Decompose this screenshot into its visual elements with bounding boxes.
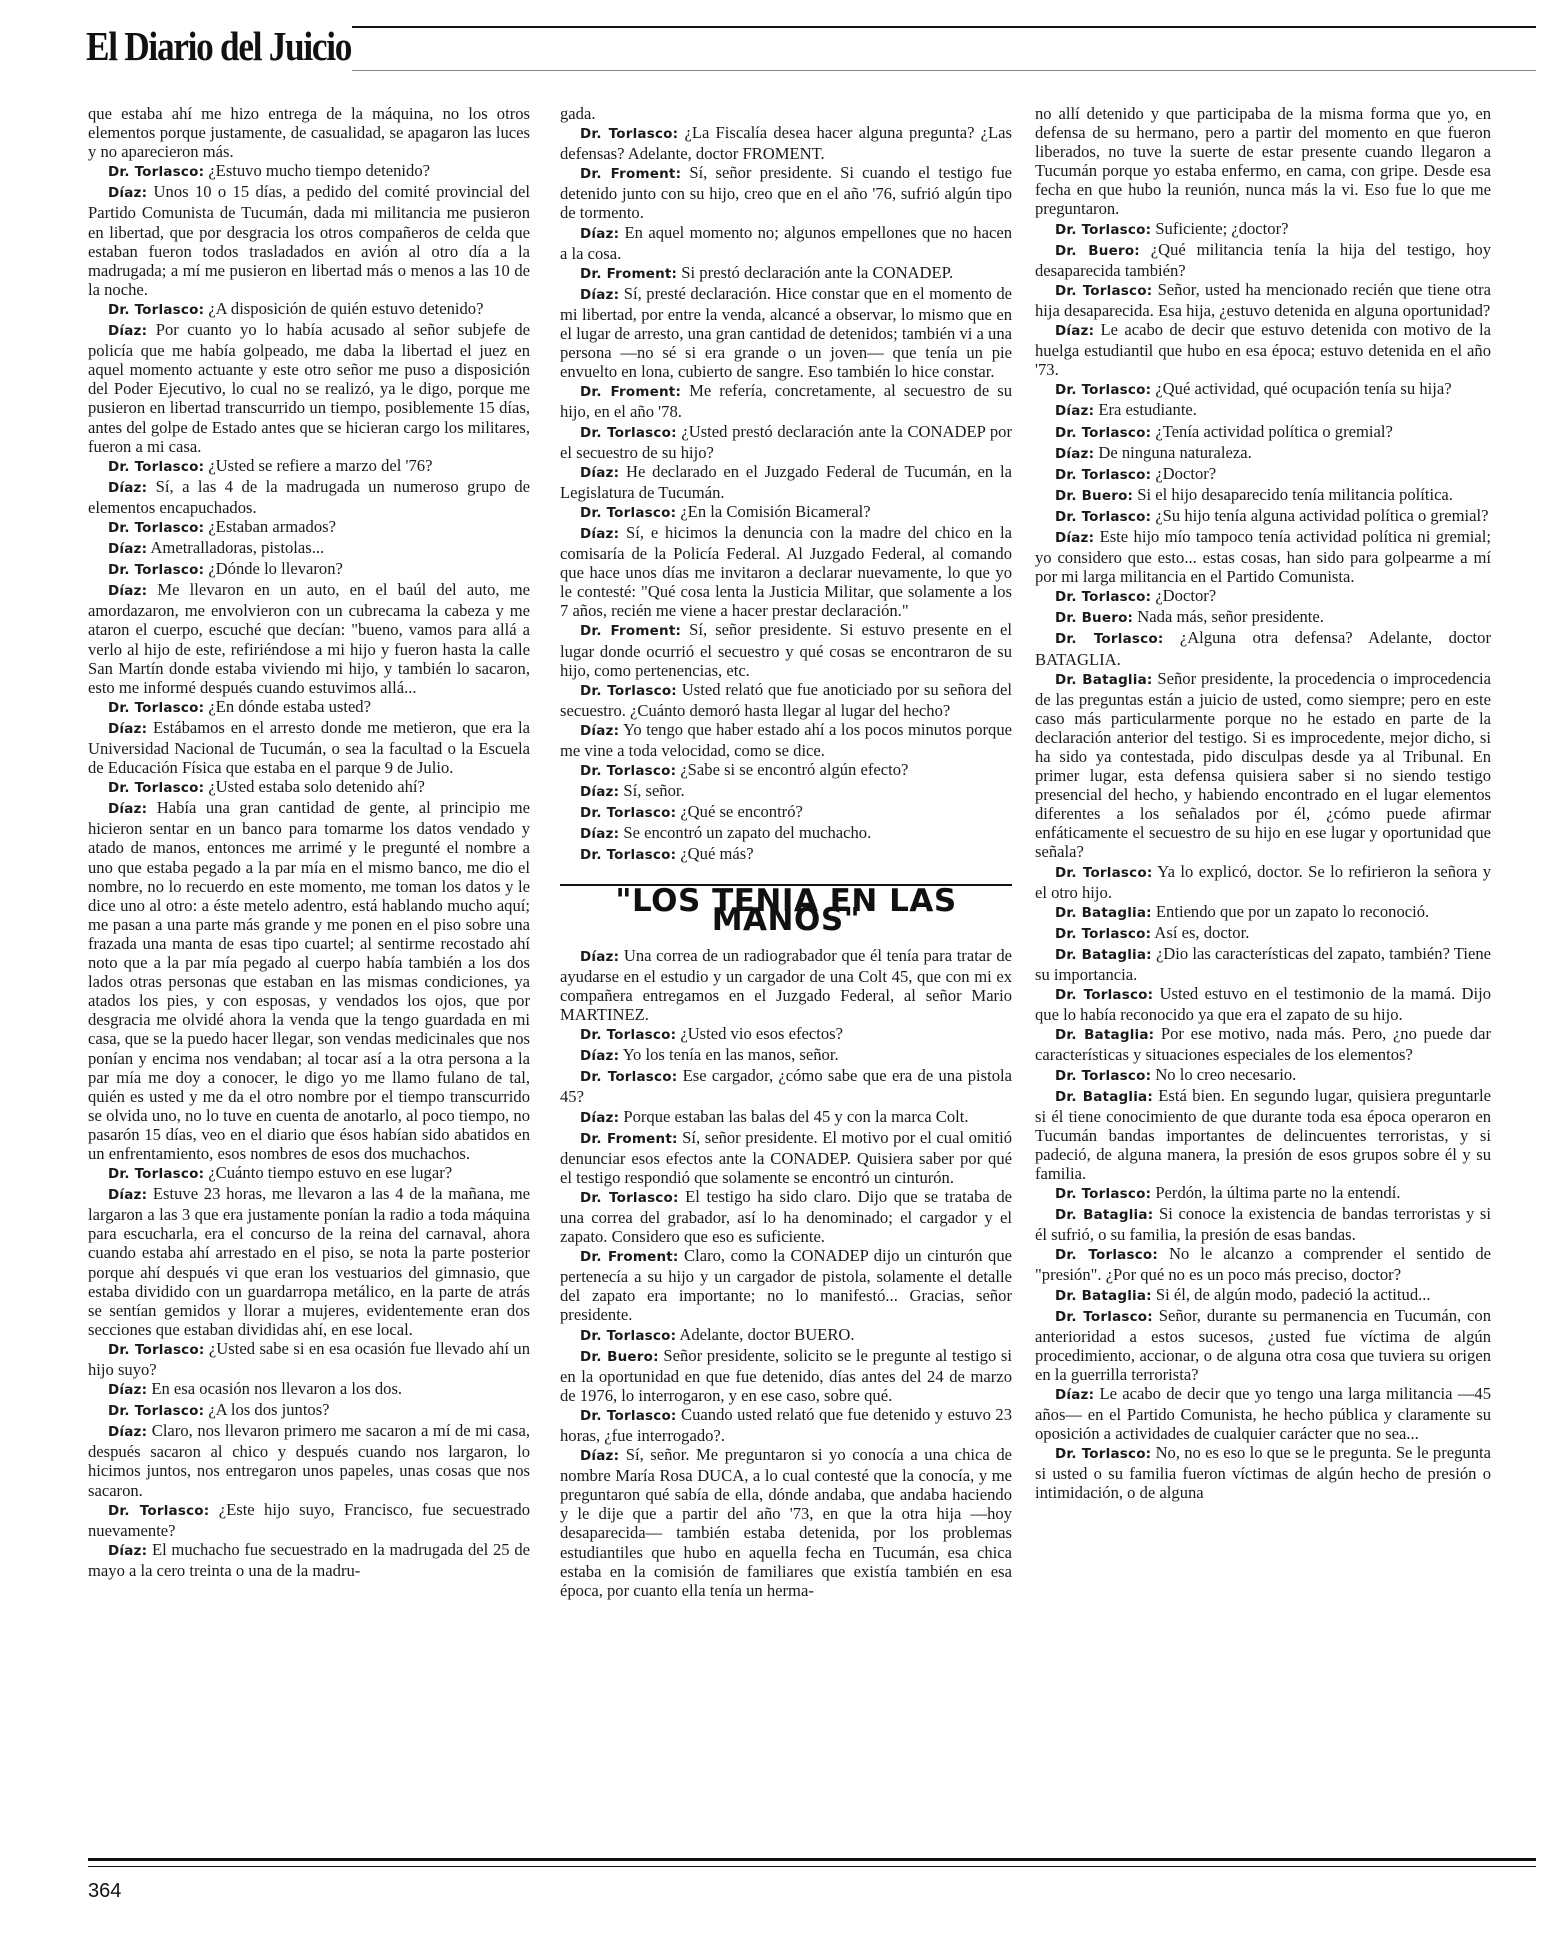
paragraph (1035, 464, 1491, 485)
speaker-label: Díaz: (108, 479, 148, 496)
speaker-label: Díaz: (580, 784, 620, 801)
speaker-label: Dr. Buero: (1055, 610, 1134, 627)
paragraph (1035, 628, 1491, 668)
speaker-label: Dr. Torlasco: (1055, 589, 1152, 606)
paragraph-text: Sí, presté declaración. Hice constar que en el momento de mi libertad, por entre la venda, alcancé a observar, lo mismo que en el lugar de arresto, una gran cantidad de detenidos; también vi a una persona —no sé si era grande o un joven— que tenía un pie envuelto en lona, cubierto de sangre. Eso también lo hice constar. (560, 283, 1013, 382)
paragraph-text: ¿Tenía actividad política o gremial? (1151, 421, 1393, 441)
paragraph-text: Sí, señor. Me preguntaron si yo conocía a una chica de nombre María Rosa DUCA, a lo cual contesté que la conocía, y me preguntaron qué sabía de ella, dónde andaba, que andaba haciendo y le dije que a partir del año '73, en que la otra hija —hoy desaparecida— también estaba detenida, por los problemas estudiantiles que hubo en aquella fecha en Tucumán, esa chica estaba en la comisión de familiares que existía también en esa época, por cuanto ella tenía un herma- (560, 1445, 1012, 1600)
speaker-label: Dr. Froment: (580, 623, 682, 640)
speaker-label: Dr. Froment: (580, 1249, 679, 1266)
paragraph-text: Una correa de un radiograbador que él tenía para tratar de ayudarse en el estudio y un cargador de una Colt 45, que con mi ex compañera entregamos en el Juzgado Federal, al señor Mario MARTINEZ. (560, 945, 1012, 1025)
paragraph-text: ¿Usted se refiere a marzo del '76? (204, 455, 433, 475)
text-column-3 (1035, 104, 1491, 1503)
paragraph-text: Si el hijo desaparecido tenía militancia política. (1133, 484, 1453, 504)
speaker-label: Dr. Torlasco: (108, 1341, 205, 1358)
speaker-label: Dr. Torlasco: (1055, 221, 1152, 238)
paragraph (88, 1421, 530, 1499)
paragraph (88, 777, 530, 798)
paragraph (1035, 219, 1491, 240)
paragraph-text: Por cuanto yo lo había acusado al señor subjefe de policía que me había golpeado, me daba la libertad el juez en aquel momento actuante y este otro señor me puso a disposición del Poder Ejecutivo, lo cual no se realizó, ya le digo, porque me pusieron en libertad transcurrido un tiempo, posiblemente 15 días, antes del golpe de Estado antes que se hicieran cargo los militares, fueron a mi casa. (88, 320, 530, 456)
paragraph-text: Ametralladoras, pistolas... (147, 538, 325, 558)
paragraph-text: ¿Estuvo mucho tiempo detenido? (204, 161, 430, 181)
speaker-label: Díaz: (108, 1187, 148, 1204)
paragraph-text: ¿Qué actividad, qué ocupación tenía su hija? (1151, 379, 1452, 399)
speaker-label: Dr. Bataglia: (1055, 946, 1152, 963)
text-column-1 (88, 104, 530, 1580)
speaker-label: Dr. Bataglia: (1055, 671, 1153, 688)
footer-rule (88, 1858, 1536, 1861)
paragraph-text: Sí, señor presidente. Si cuando el testigo fue detenido junto con su hijo, creo que en el año '76, sufrió algún tipo de tormento. (560, 163, 1012, 223)
paragraph-text: Si prestó declaración ante la CONADEP. (677, 262, 954, 282)
paragraph-text: ¿Qué más? (676, 844, 754, 864)
paragraph (88, 1400, 530, 1421)
speaker-label: Díaz: (1055, 1387, 1095, 1403)
paragraph-text: Se encontró un zapato del muchacho. (619, 823, 872, 843)
speaker-label: Dr. Torlasco: (108, 699, 205, 716)
speaker-label: Díaz: (1055, 403, 1095, 420)
paragraph (560, 381, 1012, 421)
paragraph-text: Ese cargador, ¿cómo sabe que era de una pistola 45? (560, 1066, 1012, 1107)
speaker-label: Díaz: (580, 948, 620, 965)
paragraph-text: Sí, e hicimos la denuncia con la madre del chico en la comisaría de la Policía Federal. Al Juzgado Federal, al comando que hace unos días me invitaron a declarar nuevamente, lo que yo le contesté: "Qué cosa lenta la Justicia Militar, que solamente a los 7 años, recién me viene a hacer prestar declaración." (560, 522, 1012, 621)
paragraph-text: Si él, de algún modo, padeció la actitud... (1151, 1284, 1431, 1304)
paragraph (88, 1184, 530, 1339)
speaker-label: Dr. Bataglia: (1055, 1207, 1154, 1224)
paragraph (88, 320, 530, 456)
paragraph-text: Claro, nos llevaron primero me sacaron a mí de mi casa, después sacaron al chico y después cuando nos largaron, lo hicimos juntos, nos entregaron unos papeles, unas cosas que nos sacaron. (88, 1421, 530, 1500)
paragraph-text: Este hijo mío tampoco tenía actividad política ni gremial; yo considero que esto... estas cosas, han sido para golpearme a mí por mi larga militancia en el Partido Comunista. (1035, 526, 1491, 587)
paragraph-text: En esa ocasión nos llevaron a los dos. (147, 1379, 403, 1399)
paragraph-text: ¿En la Comisión Bicameral? (676, 501, 871, 521)
speaker-label: Dr. Torlasco: (1055, 466, 1152, 483)
speaker-label: Dr. Torlasco: (580, 1407, 677, 1424)
paragraph-text: Le acabo de decir que estuvo detenida con motivo de la huelga estudiantil que hubo en esa época; estuvo detenida en el año '73. (1035, 320, 1491, 380)
paragraph (560, 1107, 1012, 1128)
paragraph (1035, 1443, 1491, 1502)
speaker-label: Dr. Buero: (1055, 487, 1134, 504)
paragraph (1035, 902, 1491, 923)
speaker-label: Dr. Torlasco: (580, 1189, 679, 1206)
paragraph-text: Suficiente; ¿doctor? (1151, 218, 1289, 238)
speaker-label: Dr. Bataglia: (1055, 904, 1152, 921)
paragraph (560, 844, 1012, 865)
paragraph (560, 946, 1012, 1024)
paragraph (560, 781, 1012, 802)
paragraph-text: Usted relató que fue anoticiado por su señora del secuestro. ¿Cuánto demoró hasta llegar al lugar del hecho? (560, 679, 1012, 720)
speaker-label: Dr. Torlasco: (580, 424, 677, 441)
paragraph (560, 1325, 1012, 1346)
paragraph-text: ¿Doctor? (1151, 463, 1217, 483)
paragraph-text: ¿Usted vio esos efectos? (676, 1024, 843, 1044)
paragraph-text: ¿Usted prestó declaración ante la CONADEP por el secuestro de su hijo? (560, 421, 1012, 462)
paragraph-text: Sí, a las 4 de la madrugada un numeroso grupo de elementos encapuchados. (88, 476, 530, 517)
paragraph (560, 823, 1012, 844)
paragraph (88, 798, 530, 1163)
paragraph-text: gada. (560, 104, 596, 123)
speaker-label: Dr. Torlasco: (580, 805, 677, 822)
speaker-label: Díaz: (580, 286, 620, 303)
paragraph (560, 1346, 1012, 1405)
paragraph-text: Me refería, concretamente, al secuestro de su hijo, en el año '78. (560, 381, 1012, 422)
paragraph-text: Sí, señor presidente. El motivo por el cual omitió denunciar esos efectos ante la CONADEP. Quisiera saber por qué el testigo respondió que solamente se encontró un cinturón. (560, 1127, 1012, 1187)
speaker-label: Dr. Froment: (580, 1130, 678, 1147)
paragraph-text: Le acabo de decir que yo tengo una larga militancia —45 años— en el Partido Comunista, he hecho pública y claramente su oposición a actividades de cualquier carácter que no sea... (1035, 1384, 1491, 1444)
paragraph-text: No le alcanzo a comprender el sentido de "presión". ¿Por qué no es un poco más preciso, doctor? (1035, 1244, 1491, 1285)
paragraph-text: Perdón, la última parte no la entendí. (1151, 1183, 1401, 1203)
paragraph-text: No, no es eso lo que se le pregunta. Se le pregunta si usted o su familia fueron víctimas de algún hecho de presión o intimidación, o de alguna (1035, 1443, 1491, 1503)
speaker-label: Dr. Torlasco: (580, 1069, 678, 1086)
paragraph (88, 104, 530, 161)
paragraph (1035, 1183, 1491, 1204)
paragraph (1035, 1384, 1491, 1443)
paragraph (560, 620, 1012, 679)
paragraph (88, 1500, 530, 1540)
speaker-label: Díaz: (580, 1109, 620, 1126)
paragraph (1035, 923, 1491, 944)
speaker-label: Díaz: (1055, 445, 1095, 462)
speaker-label: Dr. Bataglia: (1055, 1287, 1152, 1304)
paragraph-text: En aquel momento no; algunos empellones que no hacen a la cosa. (560, 222, 1012, 263)
paragraph (560, 1405, 1012, 1445)
paragraph (560, 680, 1012, 720)
speaker-label: Dr. Torlasco: (108, 301, 205, 318)
paragraph (560, 422, 1012, 462)
header-rule-thin (352, 70, 1536, 71)
paragraph (88, 580, 530, 697)
paragraph (1035, 422, 1491, 443)
paragraph-text: Yo tengo que haber estado ahí a los pocos minutos porque me vine a toda velocidad, como se dice. (560, 719, 1012, 760)
column-2-top (560, 104, 1012, 866)
paragraph-text: Nada más, señor presidente. (1133, 607, 1324, 627)
speaker-label: Díaz: (108, 720, 148, 737)
speaker-label: Dr. Torlasco: (1055, 1247, 1159, 1264)
paragraph (560, 284, 1012, 381)
speaker-label: Díaz: (108, 185, 148, 202)
speaker-label: Díaz: (580, 722, 620, 739)
section-heading: "LOS TENIA EN LAS MANOS" (560, 884, 1012, 934)
speaker-label: Dr. Torlasco: (1055, 864, 1153, 881)
paragraph (1035, 400, 1491, 421)
paragraph (560, 1187, 1012, 1246)
paragraph (88, 1540, 530, 1580)
speaker-label: Dr. Bataglia: (1055, 1027, 1155, 1044)
paragraph (1035, 984, 1491, 1024)
speaker-label: Dr. Torlasco: (1055, 508, 1152, 525)
paragraph-text: ¿A disposición de quién estuvo detenido? (204, 298, 484, 318)
speaker-label: Dr. Torlasco: (580, 1027, 677, 1044)
paragraph-text: El muchacho fue secuestrado en la madrugada del 25 de mayo a la cero treinta o una de la madru- (88, 1539, 530, 1580)
speaker-label: Dr. Torlasco: (1055, 282, 1153, 299)
paragraph-text: ¿Alguna otra defensa? Adelante, doctor BATAGLIA. (1035, 628, 1491, 669)
paragraph-text: que estaba ahí me hizo entrega de la máquina, no los otros elementos porque justamente, de casualidad, se apagaron las luces y no aparecieron más. (88, 104, 530, 162)
paragraph (1035, 443, 1491, 464)
paragraph (1035, 506, 1491, 527)
column-2-bottom (560, 946, 1012, 1600)
paragraph-text: Estuve 23 horas, me llevaron a las 4 de la mañana, me largaron a las 3 que era justamente ponían la radio a toda máquina para escucharla, era el concurso de la reina del carnaval, ahora cuando estaba ahí arrestado en el piso, se nota la parte posterior porque ahí después vi que eran los vestuarios del gimnasio, que estaba dividido con un guardarropa metálico, en la parte de atrás se sentían gemidos y llorar a mujeres, evidentemente eran dos secciones que estaban divididas ahí, en ese local. (88, 1184, 530, 1339)
paragraph-text: Sí, señor. (619, 781, 685, 801)
paragraph-text: ¿Qué se encontró? (676, 802, 803, 822)
paragraph (88, 299, 530, 320)
paragraph-text: Señor presidente, la procedencia o improcedencia de las preguntas están a juicio de usted, como siempre; pero en este caso más particularmente porque no he estado en parte de la declaración anterior del testigo. Si es improcedente, mejor dicho, si ha sido ya contestada, pido disculpas desde ya al Tribunal. En primer lugar, esta defensa quisiera saber si no siendo testigo presencial del hecho, y habiendo encontrado en el lugar elementos diferentes a los señalados por él, ¿cómo puede afirmar enfáticamente el secuestro de su hijo en ese lugar y oportunidad que señala? (1035, 668, 1492, 862)
speaker-label: Dr. Froment: (580, 166, 682, 183)
speaker-label: Díaz: (580, 1048, 620, 1065)
paragraph (560, 720, 1012, 760)
paragraph (560, 1246, 1012, 1324)
paragraph (88, 456, 530, 477)
speaker-label: Dr. Torlasco: (108, 164, 205, 181)
speaker-label: Dr. Torlasco: (1055, 1446, 1152, 1463)
footer-rule-thin (88, 1866, 1536, 1867)
paragraph (1035, 1086, 1491, 1183)
paragraph-text: ¿Dio las características del zapato, también? Tiene su importancia. (1035, 943, 1491, 985)
masthead-title: El Diario del Juicio (86, 23, 352, 69)
paragraph (88, 697, 530, 718)
paragraph-text: Señor, usted ha mencionado recién que tiene otra hija desaparecida. Esa hija, ¿estuvo detenida en alguna oportunidad? (1035, 279, 1491, 320)
speaker-label: Díaz: (108, 801, 148, 818)
speaker-label: Dr. Torlasco: (1055, 382, 1152, 399)
paragraph (1035, 1306, 1491, 1384)
speaker-label: Dr. Torlasco: (1055, 1186, 1152, 1203)
paragraph (1035, 527, 1491, 586)
paragraph (1035, 240, 1491, 280)
paragraph (560, 1128, 1012, 1187)
speaker-label: Dr. Torlasco: (1055, 1067, 1152, 1084)
paragraph (88, 182, 530, 299)
paragraph-text: Ya lo explicó, doctor. Se lo refirieron la señora y el otro hijo. (1035, 861, 1491, 902)
paragraph (1035, 320, 1491, 379)
paragraph-text: ¿Su hijo tenía alguna actividad política o gremial? (1151, 505, 1489, 525)
paragraph (1035, 1024, 1491, 1064)
paragraph (560, 523, 1012, 620)
paragraph (560, 1445, 1012, 1600)
speaker-label: Díaz: (108, 1382, 148, 1399)
speaker-label: Dr. Torlasco: (108, 458, 205, 475)
speaker-label: Dr. Torlasco: (1055, 424, 1152, 441)
paragraph-text: Claro, como la CONADEP dijo un cinturón que pertenecía a su hijo y un cargador de pistola, solamente el detalle del zapato era importante; no lo manifestó... Gracias, señor presidente. (560, 1246, 1012, 1325)
paragraph (560, 760, 1012, 781)
paragraph (88, 718, 530, 777)
speaker-label: Díaz: (108, 323, 148, 340)
speaker-label: Dr. Torlasco: (108, 1166, 205, 1183)
speaker-label: Díaz: (580, 464, 620, 481)
speaker-label: Díaz: (108, 1424, 148, 1441)
speaker-label: Díaz: (1055, 529, 1095, 546)
paragraph-text: ¿Estaban armados? (204, 516, 336, 536)
speaker-label: Díaz: (108, 1542, 148, 1559)
paragraph (88, 1339, 530, 1379)
paragraph-text: Había una gran cantidad de gente, al principio me hicieron sentar en un banco para tomarme los datos vendado y atado de manos, entonces me arrimé y le pregunté el nombre a uno que estaba pegado a la par mía en el mismo banco, me dio el nombre, no lo recuerdo en este momento, me toman los datos y le dice uno al otro: a éste metelo adentro, está hablando mucho aquí; me pasan a una parte más grande y me ponen en el piso sobre una frazada una manta de esas tipo cuartel; al sentirme recostado ahí noto que a la par mía pegado al cuerpo había también a los dos lados otras personas que estaban en las mismas condiciones, ya atados los pies, y con esposas, y vendados los ojos, que por desgracia me olvidé ahora la venda que la tengo guardada en mi casa, que se la puedo hacer llegar, son vendas medicinales que nos ponían y encima nos vendaban; al tocar así a la otra persona a la par mía me doy a conocer, le digo yo me llamo fulano de tal, quién es usted y me da el otro nombre por el tiempo transcurrido se olvida uno, no lo tuve en cuenta de anotarlo, al poco tiempo, no pasarón 15 días, veo en el diario que ésos habían sido abatidos en un enfrentamiento, esos nombres de esos dos muchachos. (88, 798, 530, 1163)
speaker-label: Díaz: (108, 541, 148, 558)
speaker-label: Dr. Torlasco: (108, 1403, 205, 1420)
speaker-label: Dr. Torlasco: (580, 847, 677, 864)
paragraph-text: ¿En dónde estaba usted? (204, 696, 371, 716)
speaker-label: Díaz: (580, 826, 620, 843)
paragraph-text: Porque estaban las balas del 45 y con la marca Colt. (619, 1106, 969, 1126)
paragraph (88, 517, 530, 538)
paragraph-text: He declarado en el Juzgado Federal de Tucumán, en la Legislatura de Tucumán. (560, 461, 1012, 502)
speaker-label: Dr. Buero: (1055, 242, 1140, 259)
speaker-label: Dr. Torlasco: (580, 126, 679, 143)
paragraph-text: Me llevaron en un auto, en el baúl del auto, me amordazaron, me envolvieron con un cubrecama la cabeza y me ataron el cuerpo, escuché que decían: "bueno, vamos para allá a verlo al hijo de este, refiriéndose a mi hijo y fueron hasta la calle San Martín donde estaba viviendo mi hijo, y también lo sacaron, esto me informé después cuando estuvimos allá... (88, 580, 530, 697)
speaker-label: Dr. Torlasco: (1055, 1308, 1153, 1325)
paragraph-text: no allí detenido y que participaba de la misma forma que yo, en defensa de su hermano, pero a partir del momento en que fueron liberados, no tuve la suerte de estar presente cuando llegaron a Tucumán porque yo estaba enfermo, en cama, con gripe. Desde esa fecha en que hubo la reunión, nunca más la vi. Eso fue lo que me preguntaron. (1035, 104, 1491, 219)
paragraph-text: ¿Sabe si se encontró algún efecto? (676, 760, 909, 780)
paragraph (1035, 280, 1491, 320)
paragraph (560, 802, 1012, 823)
speaker-label: Díaz: (1055, 323, 1095, 340)
paragraph (560, 104, 1012, 123)
paragraph (1035, 1244, 1491, 1284)
paragraph-text: Señor presidente, solicito se le pregunte al testigo si en la oportunidad en que fue detenido, días antes del 24 de marzo de 1976, lo interrogaron, y en ese caso, sobre qué. (560, 1345, 1012, 1405)
speaker-label: Dr. Torlasco: (108, 780, 205, 797)
paragraph-text: Cuando usted relató que fue detenido y estuvo 23 horas, ¿fue interrogado?. (560, 1404, 1012, 1445)
speaker-label: Dr. Torlasco: (108, 562, 205, 579)
paragraph-text: Por ese motivo, nada más. Pero, ¿no puede dar características y situaciones especiales de los elementos? (1035, 1024, 1491, 1065)
paragraph (1035, 669, 1491, 862)
paragraph-text: ¿Este hijo suyo, Francisco, fue secuestrado nuevamente? (88, 1499, 530, 1540)
paragraph (560, 163, 1012, 222)
paragraph-text: Sí, señor presidente. Si estuvo presente en el lugar donde ocurrió el secuestro y qué cosas se encontraron de su hijo, como pertenencias, etc. (560, 620, 1012, 680)
paragraph (1035, 607, 1491, 628)
speaker-label: Dr. Buero: (580, 1348, 659, 1365)
speaker-label: Dr. Torlasco: (580, 504, 677, 521)
paragraph (560, 462, 1012, 502)
speaker-label: Díaz: (108, 583, 148, 600)
speaker-label: Dr. Torlasco: (580, 763, 677, 780)
paragraph-text: El testigo ha sido claro. Dijo que se trataba de una correa del grabador, así lo ha denominado; el cargador y el zapato. Considero que eso es suficiente. (560, 1186, 1012, 1247)
paragraph (88, 538, 530, 559)
paragraph-text: Era estudiante. (1094, 400, 1197, 420)
paragraph (560, 502, 1012, 523)
paragraph (1035, 1065, 1491, 1086)
paragraph-text: Adelante, doctor BUERO. (676, 1324, 855, 1344)
paragraph (88, 161, 530, 182)
paragraph (560, 1045, 1012, 1066)
paragraph-text: Así es, doctor. (1151, 922, 1250, 942)
paragraph-text: Señor, durante su permanencia en Tucumán, con anterioridad a estos sucesos, ¿usted fue víctima de algún procedimiento, accionar, o de alguna otra cosa que tuviera su origen en la guerrilla terrorista? (1035, 1305, 1491, 1384)
paragraph (1035, 104, 1491, 219)
paragraph-text: ¿Cuánto tiempo estuvo en ese lugar? (204, 1163, 453, 1183)
paragraph-text: Unos 10 o 15 días, a pedido del comité provincial del Partido Comunista de Tucumán, dada mi militancia me pusieron en libertad, que por desgracia los otros compañeros de celda que estaban fueron todos trasladados en avión al otro día a la madrugada; a mí me pusieron en libertad más o menos a las 10 de la noche. (88, 182, 530, 299)
paragraph (1035, 1204, 1491, 1244)
paragraph (1035, 485, 1491, 506)
paragraph (560, 223, 1012, 263)
paragraph-text: De ninguna naturaleza. (1094, 442, 1252, 462)
paragraph (560, 263, 1012, 284)
speaker-label: Dr. Bataglia: (1055, 1088, 1153, 1105)
paragraph (1035, 944, 1491, 984)
paragraph-text: Si conoce la existencia de bandas terroristas y si él sufrió, o su familia, la presión de esas bandas. (1035, 1204, 1491, 1245)
paragraph-text: Está bien. En segundo lugar, quisiera preguntarle si él tiene conocimiento de que durante toda esa época operaron en Tucumán bandas importantes de delincuentes terroristas, y si padeció, de alguna manera, la presión de esos grupos sobre él y su familia. (1035, 1085, 1491, 1183)
paragraph-text: ¿La Fiscalía desea hacer alguna pregunta? ¿Las defensas? Adelante, doctor FROMENT. (560, 123, 1012, 164)
speaker-label: Dr. Torlasco: (1055, 925, 1152, 942)
paragraph (88, 559, 530, 580)
paragraph (1035, 379, 1491, 400)
paragraph-text: ¿A los dos juntos? (204, 1400, 330, 1420)
header-rule (352, 26, 1536, 28)
paragraph-text: ¿Usted estaba solo detenido ahí? (204, 777, 425, 797)
paragraph-text: Usted estuvo en el testimonio de la mamá. Dijo que lo había reconocido ya que era el zapato de su hijo. (1035, 984, 1491, 1025)
speaker-label: Dr. Torlasco: (1055, 987, 1154, 1004)
speaker-label: Dr. Torlasco: (580, 682, 677, 699)
paragraph-text: No lo creo necesario. (1151, 1064, 1297, 1084)
paragraph (1035, 862, 1491, 902)
speaker-label: Dr. Froment: (580, 384, 682, 401)
paragraph (1035, 586, 1491, 607)
paragraph (88, 1379, 530, 1400)
speaker-label: Díaz: (580, 1448, 620, 1465)
speaker-label: Dr. Torlasco: (108, 1502, 210, 1519)
paragraph-text: Estábamos en el arresto donde me metieron, que era la Universidad Nacional de Tucumán, o sea la facultad o la Escuela de Educación Física que estaba en el parque 9 de Julio. (88, 717, 530, 778)
speaker-label: Dr. Froment: (580, 265, 678, 282)
speaker-label: Díaz: (580, 225, 620, 242)
paragraph (560, 123, 1012, 163)
paragraph (88, 477, 530, 517)
speaker-label: Dr. Torlasco: (580, 1327, 677, 1344)
speaker-label: Díaz: (580, 525, 620, 542)
text-column-2 (560, 104, 1012, 1600)
speaker-label: Dr. Torlasco: (108, 519, 205, 536)
page-number: 364 (88, 1880, 122, 1902)
paragraph-text: ¿Usted sabe si en esa ocasión fue llevado ahí un hijo suyo? (88, 1338, 530, 1379)
paragraph-text: ¿Dónde lo llevaron? (204, 559, 343, 579)
speaker-label: Dr. Torlasco: (1055, 631, 1164, 648)
paragraph-text: ¿Doctor? (1151, 586, 1217, 606)
paragraph (560, 1066, 1012, 1106)
paragraph-text: Yo los tenía en las manos, señor. (619, 1045, 839, 1065)
paragraph (560, 1024, 1012, 1045)
paragraph-text: ¿Qué militancia tenía la hija del testigo, hoy desaparecida también? (1035, 239, 1492, 280)
paragraph-text: Entiendo que por un zapato lo reconoció. (1151, 901, 1430, 921)
paragraph (88, 1163, 530, 1184)
paragraph (1035, 1285, 1491, 1306)
